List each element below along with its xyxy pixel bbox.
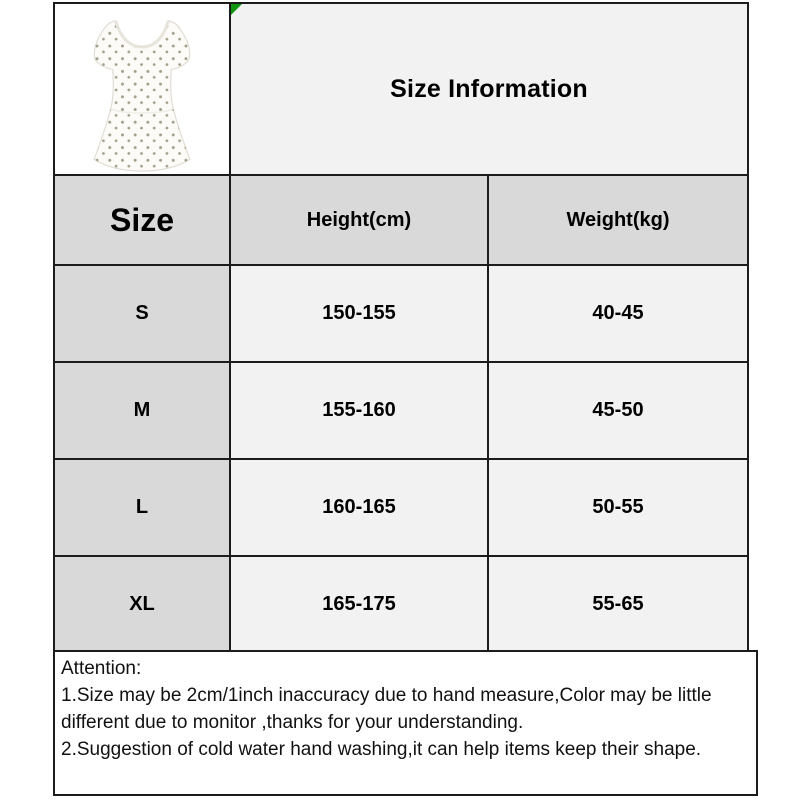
height-value-s: 150-155 <box>230 265 488 362</box>
weight-value-l: 50-55 <box>488 459 748 556</box>
size-table <box>53 2 749 654</box>
table-row-l <box>54 459 748 556</box>
product-image-cell <box>54 3 230 175</box>
top-row <box>54 3 748 175</box>
column-header-size: Size <box>54 175 230 265</box>
table-row-m <box>54 362 748 459</box>
height-value-m: 155-160 <box>230 362 488 459</box>
size-label-m: M <box>54 362 230 459</box>
column-header-weight: Weight(kg) <box>488 175 748 265</box>
title-cell <box>230 3 748 175</box>
height-value-xl: 165-175 <box>230 556 488 653</box>
attention-note-2: 2.Suggestion of cold water hand washing,it can help items keep their shape. <box>61 739 702 760</box>
size-label-l: L <box>54 459 230 556</box>
weight-value-s: 40-45 <box>488 265 748 362</box>
column-header-height: Height(cm) <box>230 175 488 265</box>
weight-value-m: 45-50 <box>488 362 748 459</box>
table-row-s <box>54 265 748 362</box>
height-value-l: 160-165 <box>230 459 488 556</box>
attention-note-1: 1.Size may be 2cm/1inch inaccuracy due to hand measure,Color may be little different due to monitor ,thanks for your understanding. <box>61 685 712 733</box>
size-label-s: S <box>54 265 230 362</box>
green-corner-marker-icon <box>231 4 242 15</box>
page-title: Size Information <box>390 74 588 103</box>
attention-notes-box <box>53 650 758 796</box>
table-header-row <box>54 175 748 265</box>
dress-product-image <box>56 5 228 173</box>
weight-value-xl: 55-65 <box>488 556 748 653</box>
size-label-xl: XL <box>54 556 230 653</box>
attention-heading: Attention: <box>61 658 142 679</box>
table-row-xl <box>54 556 748 653</box>
